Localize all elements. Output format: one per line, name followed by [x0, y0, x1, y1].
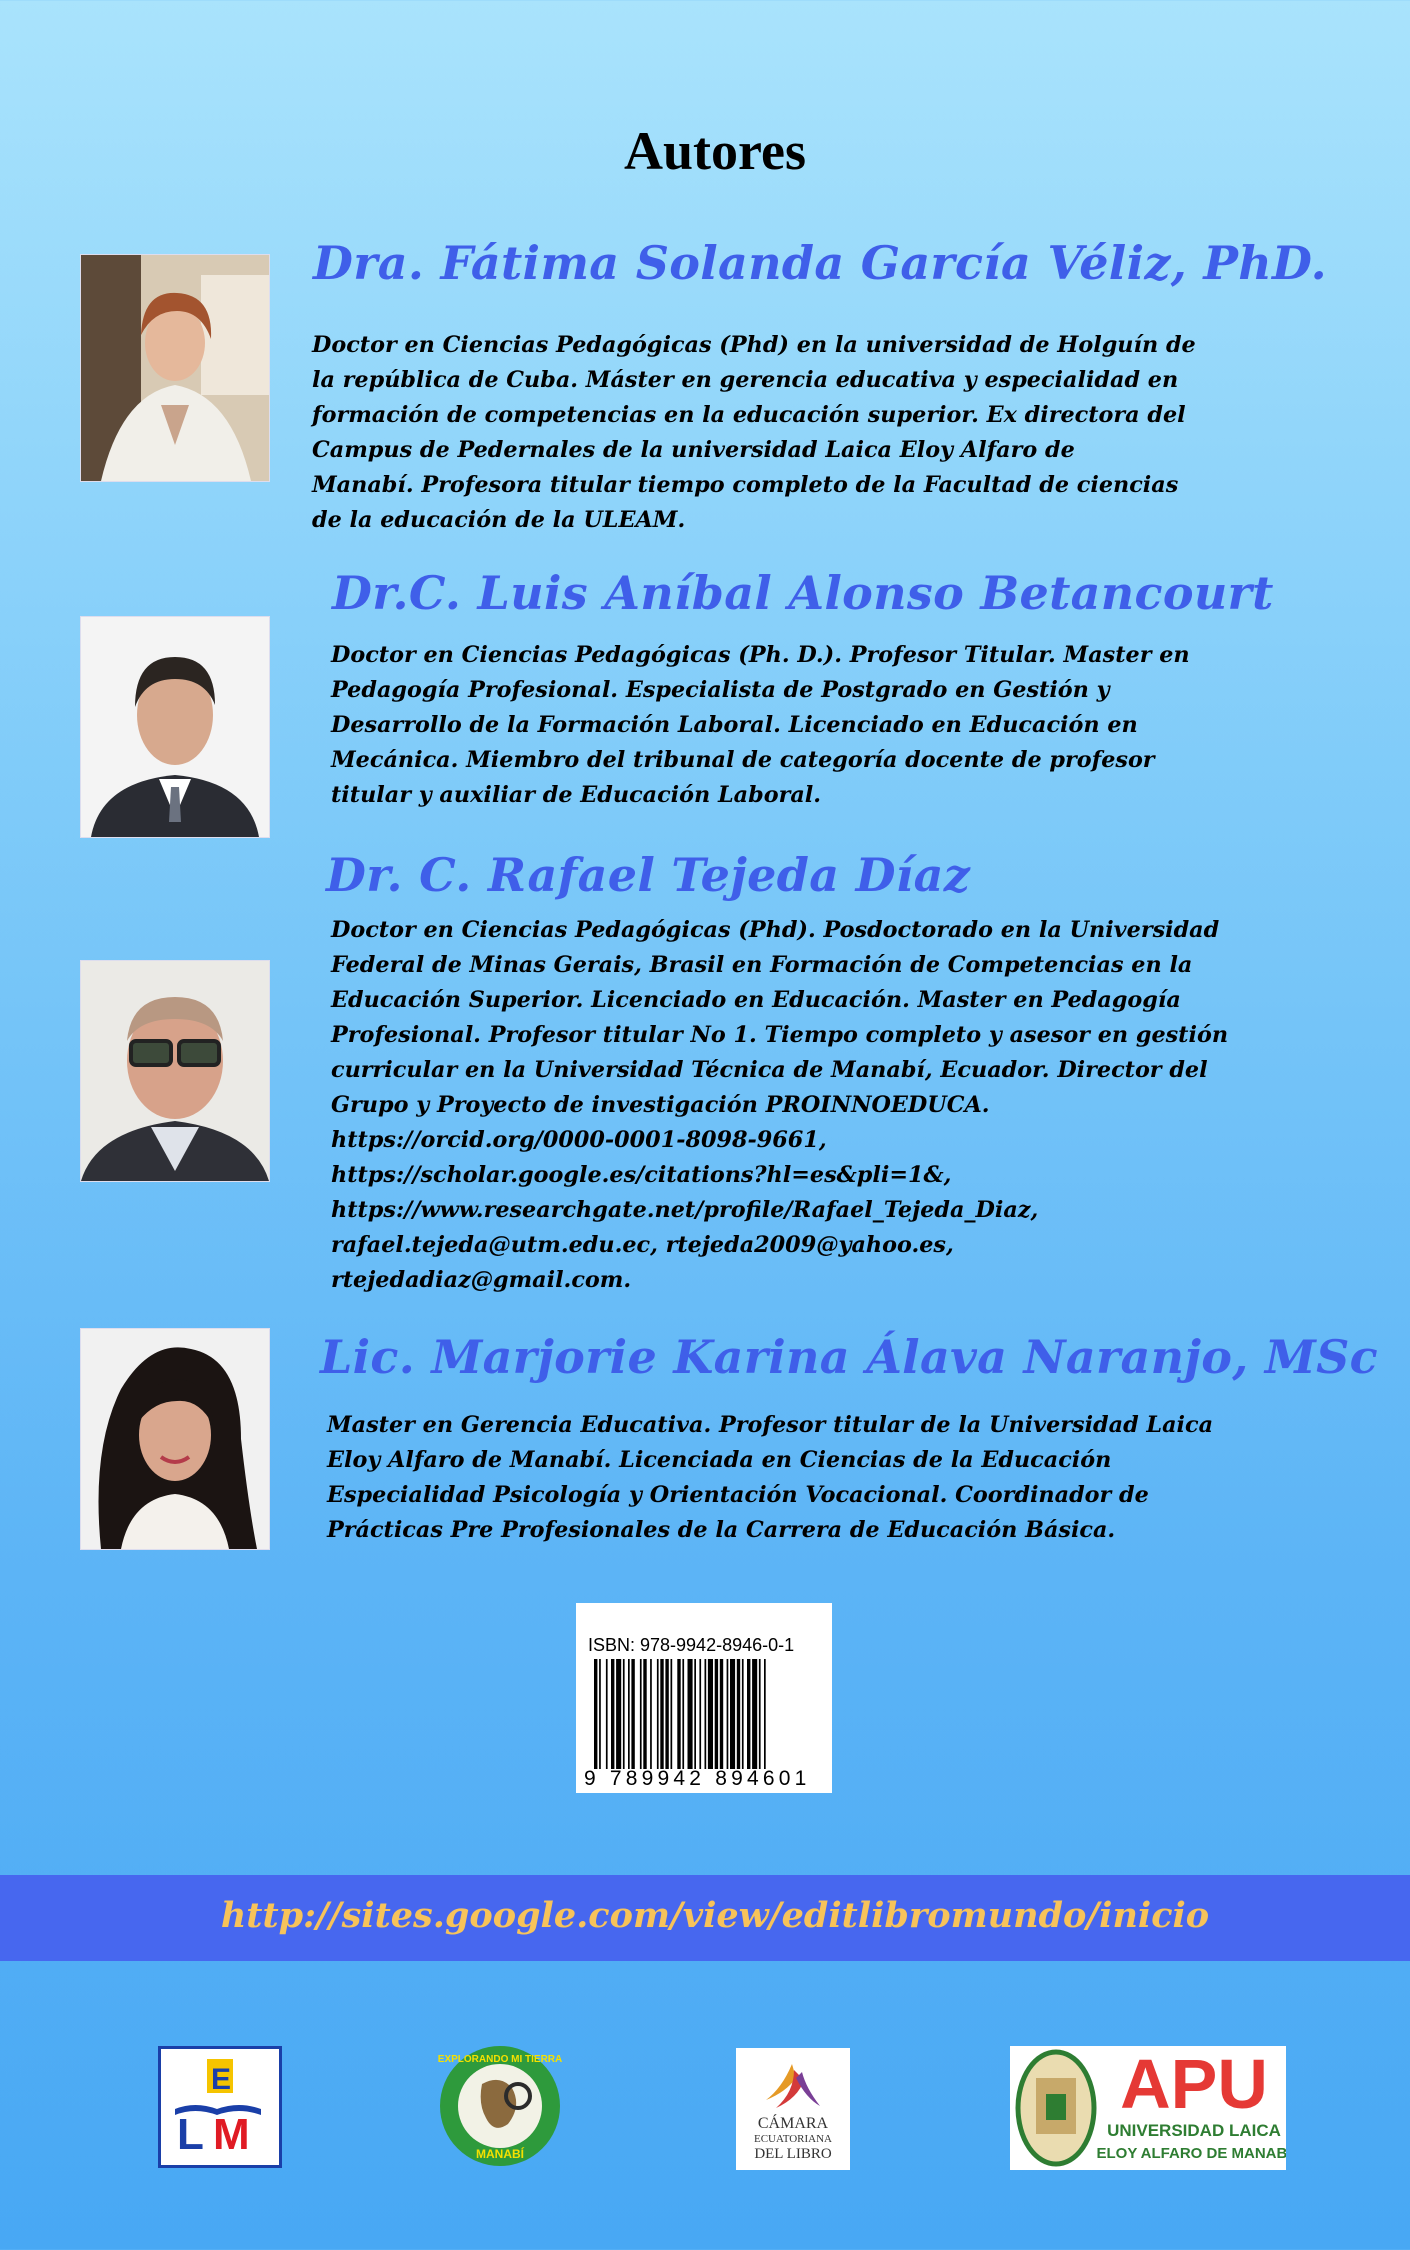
bio-line: Eloy Alfaro de Manabí. Licenciada en Ciencias de la Educación: [327, 1447, 1112, 1473]
explorando-top-text: EXPLORANDO MI TIERRA: [438, 2054, 562, 2065]
barcode-bar: [720, 1659, 723, 1769]
author-bio: [312, 328, 1286, 538]
author-photo-tejeda: [80, 960, 270, 1182]
bio-line: Desarrollo de la Formación Laboral. Licenciado en Educación en: [331, 712, 1138, 738]
camara-line2: ECUATORIANA: [753, 2133, 833, 2145]
barcode-bar: [660, 1659, 663, 1769]
isbn-label: ISBN: 978-9942-8946-0-1: [588, 1635, 795, 1655]
barcode-bar: [699, 1659, 701, 1769]
bio-line: rafael.tejeda@utm.edu.ec, rtejeda2009@yahoo.es,: [331, 1232, 954, 1258]
isbn-barcode: [576, 1603, 832, 1793]
barcode-bar: [715, 1659, 718, 1769]
barcode-bar: [730, 1659, 735, 1769]
bio-line: Manabí. Profesora titular tiempo completo de la Facultad de ciencias: [312, 472, 1179, 498]
barcode-bar: [688, 1659, 693, 1769]
bio-line: https://orcid.org/0000-0001-8098-9661,: [331, 1127, 827, 1153]
explorando-bottom-text: MANABÍ: [476, 2147, 524, 2161]
elm-logo: [158, 2046, 282, 2168]
barcode-icon: [594, 1659, 816, 1769]
author-name: Dra. Fátima Solanda García Véliz, PhD.: [313, 236, 1327, 290]
bio-line: Pedagogía Profesional. Especialista de Postgrado en Gestión y: [331, 677, 1110, 703]
author-bio: [327, 1408, 1307, 1548]
barcode-bar: [623, 1659, 625, 1769]
barcode-bar: [628, 1659, 630, 1769]
bio-line: Campus de Pedernales de la universidad Laica Eloy Alfaro de: [312, 437, 1075, 463]
author-bio: [331, 913, 1307, 1298]
barcode-bar: [737, 1659, 740, 1769]
uleam-logo: [1010, 2046, 1286, 2170]
bio-line: de la educación de la ULEAM.: [312, 507, 686, 533]
author-name: Dr.C. Luis Aníbal Alonso Betancourt: [332, 566, 1274, 620]
barcode-bar: [742, 1659, 744, 1769]
barcode-bar: [599, 1659, 601, 1769]
svg-text:M: M: [213, 2110, 250, 2159]
svg-text:L: L: [177, 2110, 204, 2159]
barcode-bar: [657, 1659, 659, 1769]
barcode-bar: [643, 1659, 646, 1769]
camara-line1: CÁMARA: [757, 2115, 829, 2132]
barcode-bar: [650, 1659, 652, 1769]
author-photo-garcia: [80, 254, 270, 482]
website-link[interactable]: http://sites.google.com/view/editlibromundo/inicio: [220, 1895, 1210, 1936]
barcode-bar: [665, 1659, 668, 1769]
barcode-bar: [682, 1659, 684, 1769]
bio-line: Doctor en Ciencias Pedagógicas (Phd). Posdoctorado en la Universidad: [331, 917, 1220, 943]
svg-text:E: E: [211, 2063, 232, 2096]
bio-line: Profesional. Profesor titular No 1. Tiempo completo y asesor en gestión: [331, 1022, 1229, 1048]
bio-line: Master en Gerencia Educativa. Profesor titular de la Universidad Laica: [327, 1412, 1214, 1438]
bio-line: titular y auxiliar de Educación Laboral.: [331, 782, 822, 808]
bio-line: Doctor en Ciencias Pedagógicas (Phd) en la universidad de Holguín de: [312, 332, 1196, 358]
bio-line: Federal de Minas Gerais, Brasil en Formación de Competencias en la: [331, 952, 1193, 978]
barcode-bar: [594, 1659, 597, 1769]
bio-line: https://www.researchgate.net/profile/Rafael_Tejeda_Diaz,: [331, 1197, 1039, 1223]
uleam-big-text: APU: [1120, 2046, 1268, 2123]
barcode-bar: [694, 1659, 696, 1769]
barcode-bar: [616, 1659, 621, 1769]
author-name: Lic. Marjorie Karina Álava Naranjo, MSc: [320, 1330, 1378, 1384]
barcode-bar: [705, 1659, 707, 1769]
uleam-line2: ELOY ALFARO DE MANABÍ: [1096, 2145, 1286, 2162]
bio-line: curricular en la Universidad Técnica de Manabí, Ecuador. Director del: [331, 1057, 1208, 1083]
bio-line: Especialidad Psicología y Orientación Vocacional. Coordinador de: [327, 1482, 1149, 1508]
barcode-bar: [606, 1659, 608, 1769]
author-bio: [331, 638, 1307, 813]
bio-line: Mecánica. Miembro del tribunal de categoría docente de profesor: [331, 747, 1155, 773]
barcode-bar: [759, 1659, 761, 1769]
bio-line: https://scholar.google.es/citations?hl=es&pli=1&,: [331, 1162, 952, 1188]
bio-line: Grupo y Proyecto de investigación PROINNOEDUCA.: [331, 1092, 990, 1118]
barcode-bar: [631, 1659, 634, 1769]
page-title: Autores: [624, 121, 806, 181]
camara-line3: DEL LIBRO: [754, 2146, 832, 2162]
author-name: Dr. C. Rafael Tejeda Díaz: [326, 848, 971, 902]
bio-line: la república de Cuba. Máster en gerencia educativa y especialidad en: [312, 367, 1179, 393]
uleam-line1: UNIVERSIDAD LAICA: [1107, 2121, 1281, 2140]
author-photo-alonso: [80, 616, 270, 838]
barcode-bar: [747, 1659, 750, 1769]
barcode-bar: [611, 1659, 614, 1769]
explorando-mi-tierra-logo: [438, 2044, 562, 2168]
url-band: [0, 1875, 1410, 1961]
barcode-bar: [752, 1659, 757, 1769]
barcode-bar: [640, 1659, 642, 1769]
isbn-digits: 9 789942 894601: [584, 1767, 811, 1790]
barcode-bar: [671, 1659, 673, 1769]
bio-line: Educación Superior. Licenciado en Educación. Master en Pedagogía: [331, 987, 1181, 1013]
camara-ecuatoriana-del-libro-logo: [736, 2048, 850, 2170]
barcode-bar: [708, 1659, 713, 1769]
bio-line: formación de competencias en la educación superior. Ex directora del: [312, 402, 1186, 428]
bio-line: Prácticas Pre Profesionales de la Carrera de Educación Básica.: [327, 1517, 1116, 1543]
barcode-bar: [764, 1659, 766, 1769]
author-photo-alava: [80, 1328, 270, 1550]
bio-line: Doctor en Ciencias Pedagógicas (Ph. D.). Profesor Titular. Master en: [331, 642, 1190, 668]
barcode-bar: [727, 1659, 729, 1769]
barcode-bar: [677, 1659, 680, 1769]
bio-line: rtejedadiaz@gmail.com.: [331, 1267, 632, 1293]
